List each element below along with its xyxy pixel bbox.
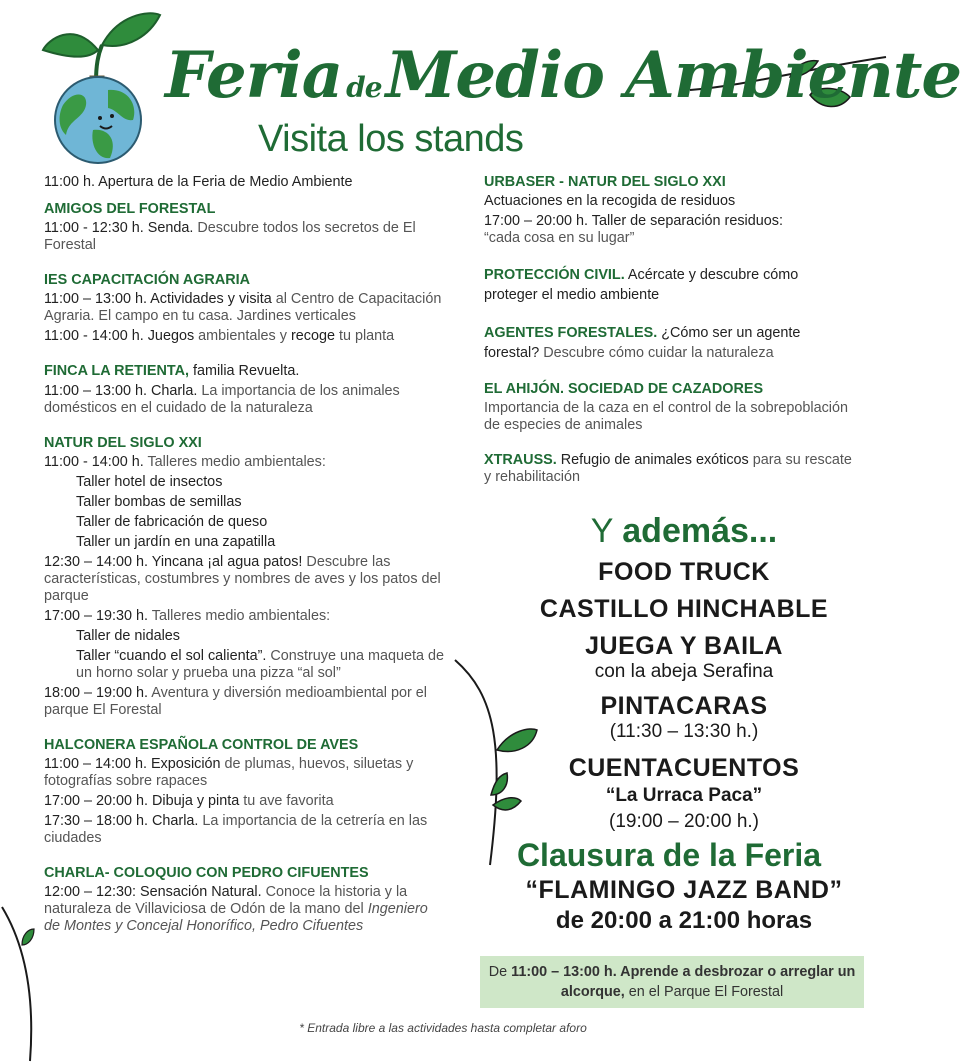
description: ambientales y	[194, 328, 291, 344]
description: Acércate y descubre cómo proteger el medio ambiente	[484, 267, 799, 303]
time-label: 11:00 – 14:00 h. Exposición	[44, 756, 221, 772]
section-xtrauss	[484, 452, 854, 486]
section-halconera	[44, 737, 444, 847]
description: tu planta	[334, 328, 395, 344]
clausura-time: de 20:00 a 21:00 horas	[555, 907, 813, 934]
time-label: 18:00 – 19:00 h.	[44, 685, 149, 701]
section-title: AGENTES FORESTALES.	[484, 325, 658, 341]
ademas-y: Y	[590, 512, 623, 550]
box-highlight: 11:00 – 13:00 h. Aprende a desbrozar o arreglar un alcorque,	[511, 964, 856, 1000]
urraca-paca: “La Urraca Paca”	[605, 785, 763, 806]
description: Talleres medio ambientales:	[143, 454, 326, 470]
description: La importancia de la cetrería en las ciudades	[44, 813, 428, 846]
description: “cada cosa en su lugar”	[484, 230, 635, 246]
section-charla	[44, 865, 444, 935]
ademas-word: además...	[622, 512, 778, 550]
highlight: recoge	[290, 328, 335, 344]
time-label: 11:00 – 13:00 h. Charla.	[44, 383, 198, 399]
box-text: en el Parque El Forestal	[624, 984, 784, 1000]
description: Talleres medio ambientales:	[148, 608, 331, 624]
title-feria: Feria	[165, 38, 343, 113]
section-title: FINCA LA RETIENTA,	[44, 363, 189, 379]
section-title: IES CAPACITACIÓN AGRARIA	[44, 272, 250, 288]
time-label: 17:30 – 18:00 h. Charla.	[44, 813, 199, 829]
workshop-item: Taller de fabricación de queso	[76, 514, 268, 530]
ademas-heading	[484, 512, 884, 551]
speaker-credit: Ingeniero de Montes y Concejal Honorífico, Pedro Cifuentes	[44, 901, 428, 934]
workshop-item: Taller un jardín en una zapatilla	[76, 534, 276, 550]
description: Actuaciones en la recogida de residuos	[484, 193, 736, 209]
clausura-heading: Clausura de la Feria	[516, 837, 822, 873]
food-truck: FOOD TRUCK	[598, 558, 770, 586]
time-label: 11:00 – 13:00 h. Actividades y visita	[44, 291, 272, 307]
cuentacuentos: CUENTACUENTOS	[568, 754, 800, 782]
castillo-hinchable: CASTILLO HINCHABLE	[539, 595, 829, 623]
description: Descubre todos los secretos de El Forestal	[44, 220, 416, 253]
section-finca	[44, 363, 444, 417]
section-agentes	[484, 323, 854, 363]
section-subtitle: familia Revuelta.	[188, 363, 300, 379]
workshop-item: Taller de nidales	[76, 628, 180, 644]
description: al Centro de Capacitación Agraria. El campo en tu casa. Jardines verticales	[44, 291, 442, 324]
time-label: 12:30 – 14:00 h. Yincana ¡al agua patos!	[44, 554, 303, 570]
title-de: de	[346, 71, 382, 104]
time-label: 17:00 – 20:00 h. Dibuja y pinta	[44, 793, 240, 809]
section-title: EL AHIJÓN. SOCIEDAD DE CAZADORES	[484, 381, 764, 397]
description: Descubre las características, costumbres y nombres de aves y los patos del parque	[44, 554, 441, 604]
pintacaras: PINTACARAS	[600, 692, 768, 720]
section-title: NATUR DEL SIGLO XXI	[44, 435, 202, 451]
time-label: 12:00 – 12:30: Sensación Natural.	[44, 884, 262, 900]
time-label: 11:00 - 12:30 h. Senda.	[44, 220, 194, 236]
description: para su rescate y rehabilitación	[484, 452, 852, 485]
description: tu ave favorita	[239, 793, 334, 809]
abeja-serafina: con la abeja Serafina	[594, 661, 774, 682]
section-title: AMIGOS DEL FORESTAL	[44, 201, 216, 217]
page-subtitle: Visita los stands	[258, 118, 524, 160]
time-label: 11:00 - 14:00 h.	[44, 454, 144, 470]
section-title: PROTECCIÓN CIVIL.	[484, 267, 625, 283]
description: Conoce la historia y la naturaleza de Villaviciosa de Odón de la mano del	[44, 884, 408, 917]
ademas-block	[484, 512, 884, 935]
section-ies	[44, 272, 444, 345]
highlight-box	[480, 956, 864, 1008]
section-urbaser	[484, 174, 854, 247]
intro	[44, 174, 444, 191]
description: de plumas, huevos, siluetas y fotografías sobre rapaces	[44, 756, 414, 789]
description: Importancia de la caza en el control de la sobrepoblación de especies de animales	[484, 400, 848, 433]
workshop-item: Taller hotel de insectos	[76, 474, 223, 490]
section-ahijon	[484, 381, 854, 434]
section-natur	[44, 435, 444, 719]
box-text: De	[488, 964, 512, 980]
workshop-item: Taller bombas de semillas	[76, 494, 242, 510]
section-amigos	[44, 201, 444, 254]
section-title: CHARLA- COLOQUIO CON PEDRO CIFUENTES	[44, 865, 369, 881]
cuentacuentos-time: (19:00 – 20:00 h.)	[609, 811, 759, 832]
right-column	[484, 174, 854, 504]
pintacaras-time: (11:30 – 13:30 h.)	[609, 721, 759, 742]
intro-text: 11:00 h. Apertura de la Feria de Medio Ambiente	[44, 174, 353, 190]
description: Construye una maqueta de un horno solar y prueba una pizza “al sol”	[76, 648, 444, 681]
description: Aventura y diversión medioambiental por el parque El Forestal	[44, 685, 427, 718]
juega-y-baila: JUEGA Y BAILA	[585, 632, 783, 660]
globe-logo	[38, 10, 163, 165]
time-label: 11:00 - 14:00 h. Juegos	[44, 328, 195, 344]
section-proteccion	[484, 265, 854, 305]
section-title: XTRAUSS.	[484, 452, 557, 468]
flamingo-jazz-band: “FLAMINGO JAZZ BAND”	[525, 876, 843, 904]
workshop-item: Taller “cuando el sol calienta”.	[76, 648, 267, 664]
section-title: URBASER - NATUR DEL SIGLO XXI	[484, 174, 726, 190]
description: Descubre cómo cuidar la naturaleza	[539, 345, 774, 361]
highlight: Refugio de animales exóticos	[556, 452, 749, 468]
footnote: * Entrada libre a las actividades hasta completar aforo	[299, 1021, 587, 1035]
time-label: 17:00 – 19:30 h.	[44, 608, 149, 624]
description: La importancia de los animales domésticos en el cuidado de la naturaleza	[44, 383, 400, 416]
highlight: ¿Cómo ser un agente forestal?	[484, 325, 801, 361]
title-medio-ambiente: Medio Ambiente	[385, 38, 961, 113]
section-title: HALCONERA ESPAÑOLA CONTROL DE AVES	[44, 737, 359, 753]
vine-bottom-decoration	[0, 905, 45, 1063]
time-label: 17:00 – 20:00 h. Taller de separación residuos:	[484, 213, 783, 229]
page-title	[165, 38, 961, 113]
left-column	[44, 174, 444, 953]
